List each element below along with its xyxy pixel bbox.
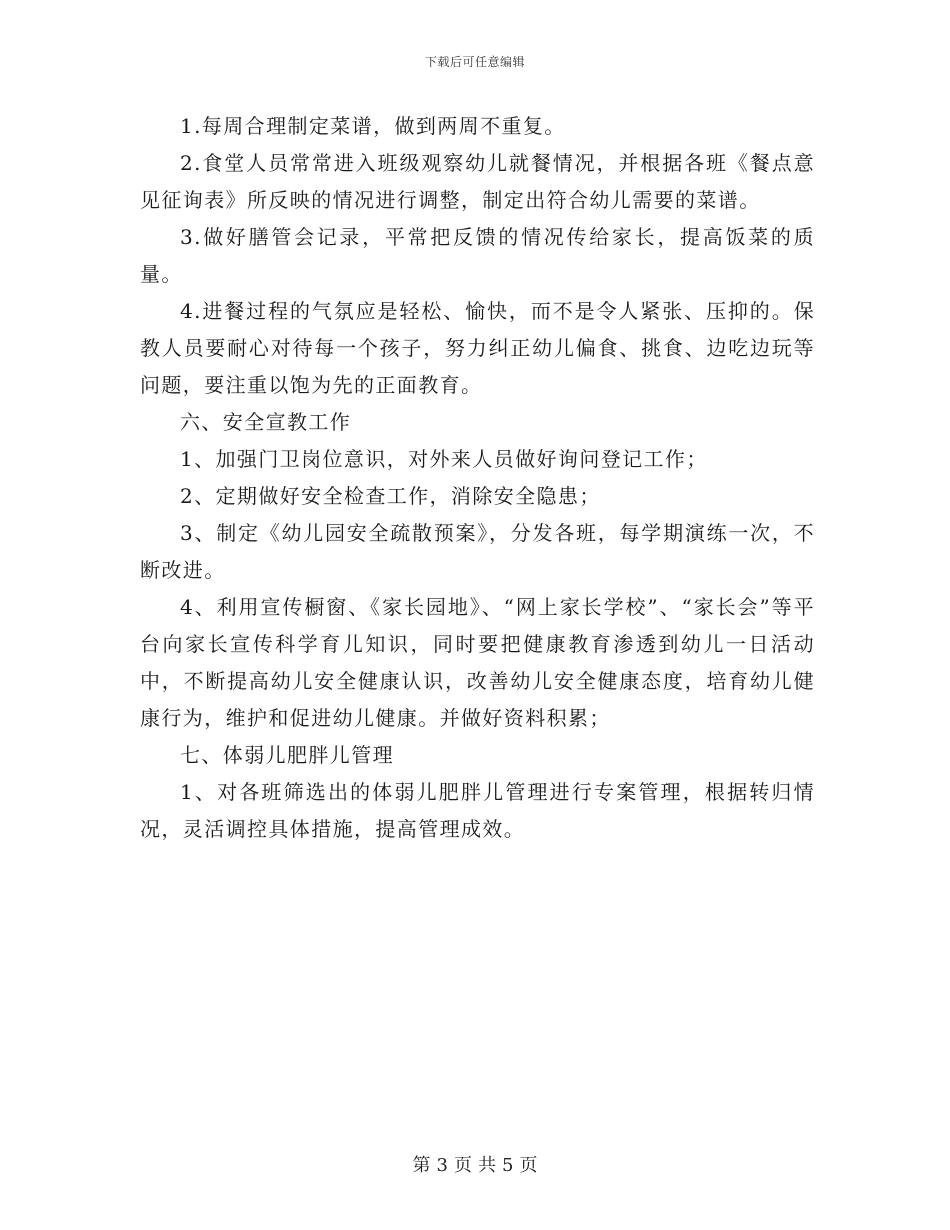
paragraph-guard-duty: 1、加强门卫岗位意识，对外来人员做好询问登记工作； — [180, 447, 708, 471]
footer-page-word: 页 — [454, 1155, 472, 1176]
footer-total-pages: 5 — [502, 1155, 514, 1176]
section-heading-safety: 六、安全宣教工作 — [180, 410, 352, 434]
section-heading-weak-obese-children: 七、体弱儿肥胖儿管理 — [180, 743, 394, 767]
paragraph-safety-inspection: 2、定期做好安全检查工作，消除安全隐患； — [180, 484, 601, 508]
footer-current-page: 3 — [436, 1155, 448, 1176]
paragraph-case-management: 1、对各班筛选出的体弱儿肥胖儿管理进行专案管理，根据转归情况，灵活调控具体措施，提高管理成效。 — [140, 780, 815, 841]
footer-suffix: 页 — [519, 1155, 538, 1176]
footer-prefix: 第 — [412, 1155, 431, 1176]
document-body — [140, 108, 815, 848]
paragraph-meal-committee: 3.做好膳管会记录，平常把反馈的情况传给家长，提高饭菜的质量。 — [140, 225, 815, 286]
page-header-note: 下载后可任意编辑 — [424, 55, 525, 69]
paragraph-evacuation-plan: 3、制定《幼儿园安全疏散预案》，分发各班，每学期演练一次，不断改进。 — [140, 521, 815, 582]
page-number-footer — [0, 1154, 950, 1178]
paragraph-menu-planning: 1.每周合理制定菜谱，做到两周不重复。 — [180, 114, 566, 138]
paragraph-dining-atmosphere: 4.进餐过程的气氛应是轻松、愉快，而不是令人紧张、压抑的。保教人员要耐心对待每一个孩子，努力纠正幼儿偏食、挑食、边吃边玩等问题，要注重以饱为先的正面教育。 — [140, 299, 815, 397]
paragraph-canteen-observation: 2.食堂人员常常进入班级观察幼儿就餐情况，并根据各班《餐点意见征询表》所反映的情况进行调整，制定出符合幼儿需要的菜谱。 — [140, 151, 815, 212]
paragraph-parent-education: 4、利用宣传橱窗、《家长园地》、“网上家长学校”、“家长会”等平台向家长宣传科学育儿知识，同时要把健康教育渗透到幼儿一日活动中，不断提高幼儿安全健康认识，改善幼儿安全健康态度，培育幼儿健康行为，维护和促进幼儿健康。并做好资料积累； — [140, 595, 815, 730]
footer-total-word: 共 — [478, 1155, 496, 1176]
